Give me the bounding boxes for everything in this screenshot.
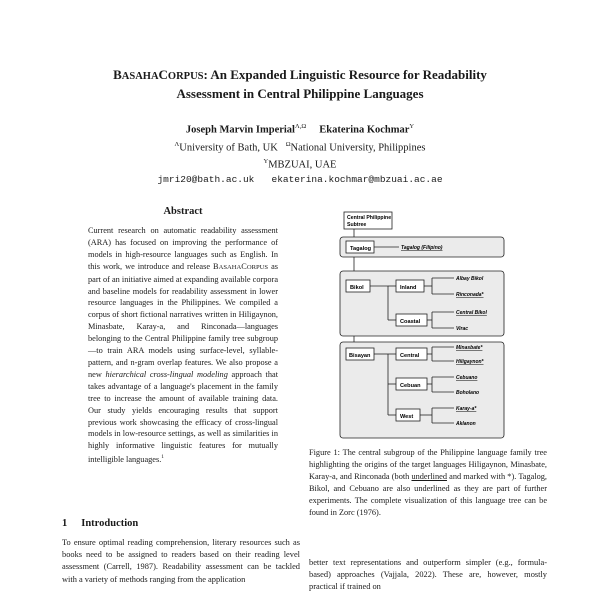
aklanon-leaf: Aklanon — [456, 421, 476, 427]
central-bikol-leaf: Central Bikol — [456, 310, 487, 316]
section-title: Introduction — [81, 518, 139, 529]
caption-underlined-word: underlined — [411, 472, 447, 481]
west-node-label: West — [400, 414, 414, 420]
minasbate-leaf: Minasbate* — [456, 345, 483, 351]
abstract-body: Current research on automatic readability assessment (ARA) has focused on improving the performance of models in high-resource languages such as English. In this work, we introduce and release BASAHACORPUS as part of an initiative aimed at expanding available corpora and baseline models for readability assessment in lower resource languages in the Philippines. We compiled a corpus of short fictional narratives written in Hiligaynon, Minasbate, Karay-a, and Rinconada—languages belonging to the Central Philippine family tree subgroup—to train ARA models using surface-level, syllable-pattern, and n-gram overlap features. We also propose a new hierarchical cross-lingual modeling approach that takes advantage of a language's placement in the family tree to increase the amount of available training data. Our study yields encouraging results that support previous work showcasing the efficacy of cross-lingual models in low-resource settings, as well as similarities in highly informative linguistic features for mutually intelligible languages.$^1$ — [88, 226, 279, 464]
abstract-emphasis: hierarchical cross-lingual modeling — [105, 369, 228, 379]
affiliation-3: MBZUAI, UAE — [268, 159, 337, 171]
section-number: 1 — [62, 518, 68, 529]
author-names — [40, 120, 560, 138]
email-2: ekaterina.kochmar@mbzuai.ac.ae — [271, 173, 443, 185]
affiliation-2: National University, Philippines — [290, 142, 426, 153]
author-1-affil-marks: Λ,Ω — [294, 123, 307, 130]
cebuan-node-label: Cebuan — [400, 383, 421, 389]
bikol-node-label: Bikol — [350, 285, 364, 291]
cebuano-leaf: Cebuano — [456, 375, 478, 381]
author-2: Ekaterina Kochmar — [319, 124, 410, 136]
author-1: Joseph Marvin Imperial — [185, 124, 295, 136]
inland-node-label: Inland — [400, 285, 417, 291]
boholano-leaf: Boholano — [456, 390, 480, 396]
emails-line — [40, 173, 560, 187]
title-line-1: BASAHACORPUS: An Expanded Linguistic Resource for Readability — [113, 67, 487, 82]
tree-root-label-line-2: Subtree — [347, 222, 367, 228]
coastal-node-label: Coastal — [400, 319, 421, 325]
title-line-2: Assessment in Central Philippine Languages — [176, 86, 424, 101]
affiliation-1: University of Bath, UK — [179, 142, 278, 153]
central-node-label: Central — [400, 353, 420, 359]
figure-caption: Figure 1: The central subgroup of the Philippine language family tree highlighting the origins of the target languages Hiligaynon, Minasbate, Karay-a, and Rinconada (both underlined and marked with *). Tagalog, Bikol, and Cebuano are also underlined as they are part of further experiments. The complete visualization of this language tree can be found in Zorc (1976). — [309, 448, 547, 517]
language-family-tree-figure — [338, 210, 510, 442]
paper-title — [40, 66, 560, 102]
affiliation-3-line: $^\Upsilon$MBZUAI, UAE — [263, 158, 337, 171]
footnote-mark: 1 — [161, 454, 165, 461]
author-2-affil-marks: Υ — [409, 123, 415, 130]
affiliations-line: $^\Lambda$University of Bath, UK $^\Omega$National University, Philippines — [174, 140, 426, 153]
hiligaynon-leaf: Hiligaynon* — [456, 359, 484, 365]
author-block — [40, 120, 560, 187]
tree-root-label-line-1: Central Philippine — [347, 215, 392, 221]
tagalog-leaf-label: Tagalog (Filipino) — [401, 245, 443, 251]
right-column-body: better text representations and outperform simpler (e.g., formula-based) approaches (Vajjala, 2022). These are, however, mostly practical if trained on — [309, 558, 547, 592]
bisayan-node-label: Bisayan — [349, 353, 371, 359]
introduction-body: To ensure optimal reading comprehension, literary resources such as books need to be assigned to readers based on their reading level assessment (Carrell, 1987). Readability assessment can be tackled with a variety of methods ranging from the application — [62, 538, 300, 584]
abstract-heading: Abstract — [163, 206, 203, 217]
karaya-leaf: Karay-a* — [456, 406, 477, 412]
albay-bikol-leaf: Albay Bikol — [456, 276, 484, 282]
rinconada-leaf: Rinconada* — [456, 292, 484, 298]
introduction-heading — [62, 518, 138, 529]
tagalog-node-label: Tagalog — [350, 246, 372, 252]
email-1: jmri20@bath.ac.uk — [157, 173, 255, 185]
virac-leaf: Virac — [456, 326, 469, 332]
